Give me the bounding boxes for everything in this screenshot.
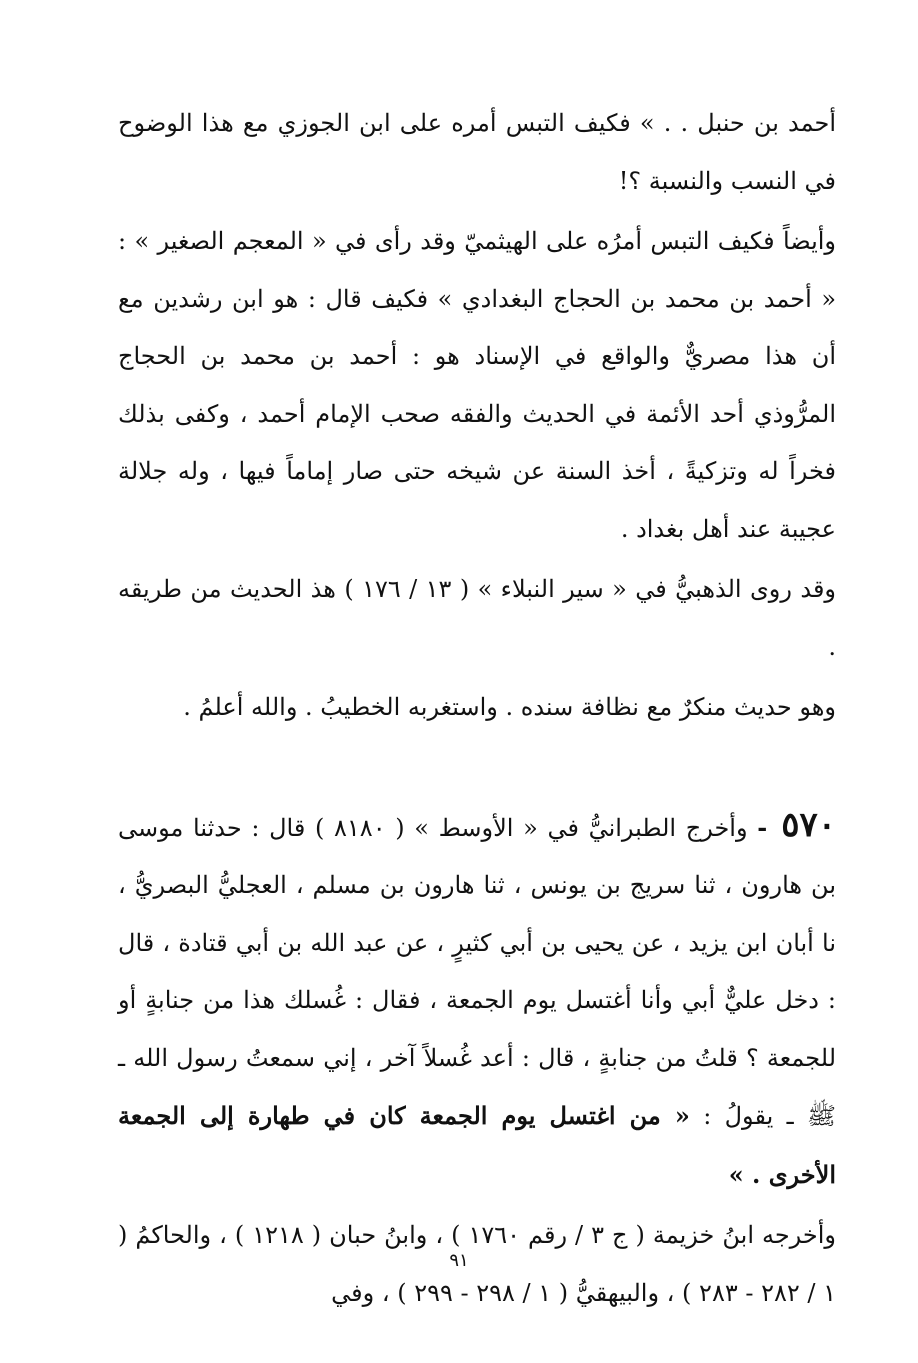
page-body [118, 95, 836, 1322]
paragraph-2: وأيضاً فكيف التبس أمرُه على الهيثميّ وقد رأى في « المعجم الصغير » : « أحمد بن محمد بن الحجاج البغدادي » فكيف قال : هو ابن رشدين مع أن هذا مصريٌّ والواقع في الإسناد هو : أحمد بن محمد بن الحجاج المرُّوذي أحد الأئمة في الحديث والفقه صحب الإمام أحمد ، وكفى بذلك فخراً له وتزكيةً ، أخذ السنة عن شيخه حتى صار إماماً فيها ، وله جلالة عجيبة عند أهل بغداد . [118, 227, 836, 543]
paragraph-3: وقد روى الذهبيُّ في « سير النبلاء » ( ١٣ / ١٧٦ ) هذ الحديث من طريقه . [118, 575, 837, 661]
hadith-text: وأخرج الطبرانيُّ في « الأوسط » ( ٨١٨٠ ) قال : حدثنا موسى بن هارون ، ثنا سريج بن يونس ، ثنا هارون بن مسلم ، العجليُّ البصريُّ ، نا أبان ابن يزيد ، عن يحيى بن أبي كثيرٍ ، عن عبد الله بن أبي قتادة ، قال : دخل عليٌّ أبي وأنا أغتسل يوم الجمعة ، فقال : غُسلك هذا من جنابةٍ أو للجمعة ؟ قلتُ من جنابةٍ ، قال : أعد غُسلاً آخر ، إني سمعتُ رسول الله ـ ﷺ ـ يقولُ : [118, 813, 837, 1130]
paragraph-1: أحمد بن حنبل . . » فكيف التبس أمره على ابن الجوزي مع هذا الوضوح في النسب والنسبة ؟! [118, 109, 836, 195]
hadith-prophetic-saying: « من اغتسل يوم الجمعة كان في طهارة إلى الجمعة الأخرى . » [118, 1101, 836, 1189]
paragraph-4: وهو حديث منكرٌ مع نظافة سنده . واستغربه الخطيبُ . والله أعلمُ . [183, 693, 836, 721]
hadith-number: ٥٧٠ [781, 804, 837, 845]
hadith-dash: - [757, 812, 768, 842]
takhrij-paragraph: وأخرجه ابنُ خزيمة ( ج ٣ / رقم ١٧٦٠ ) ، وابنُ حبان ( ١٢١٨ ) ، والحاكمُ ( ١ / ٢٨٢ - ٢٨٣ ) ، والبيهقيُّ ( ١ / ٢٩٨ - ٢٩٩ ) ، وفي [118, 1221, 837, 1307]
page-number: ٩١ [449, 1250, 469, 1271]
hadith-paragraph [118, 797, 836, 1205]
